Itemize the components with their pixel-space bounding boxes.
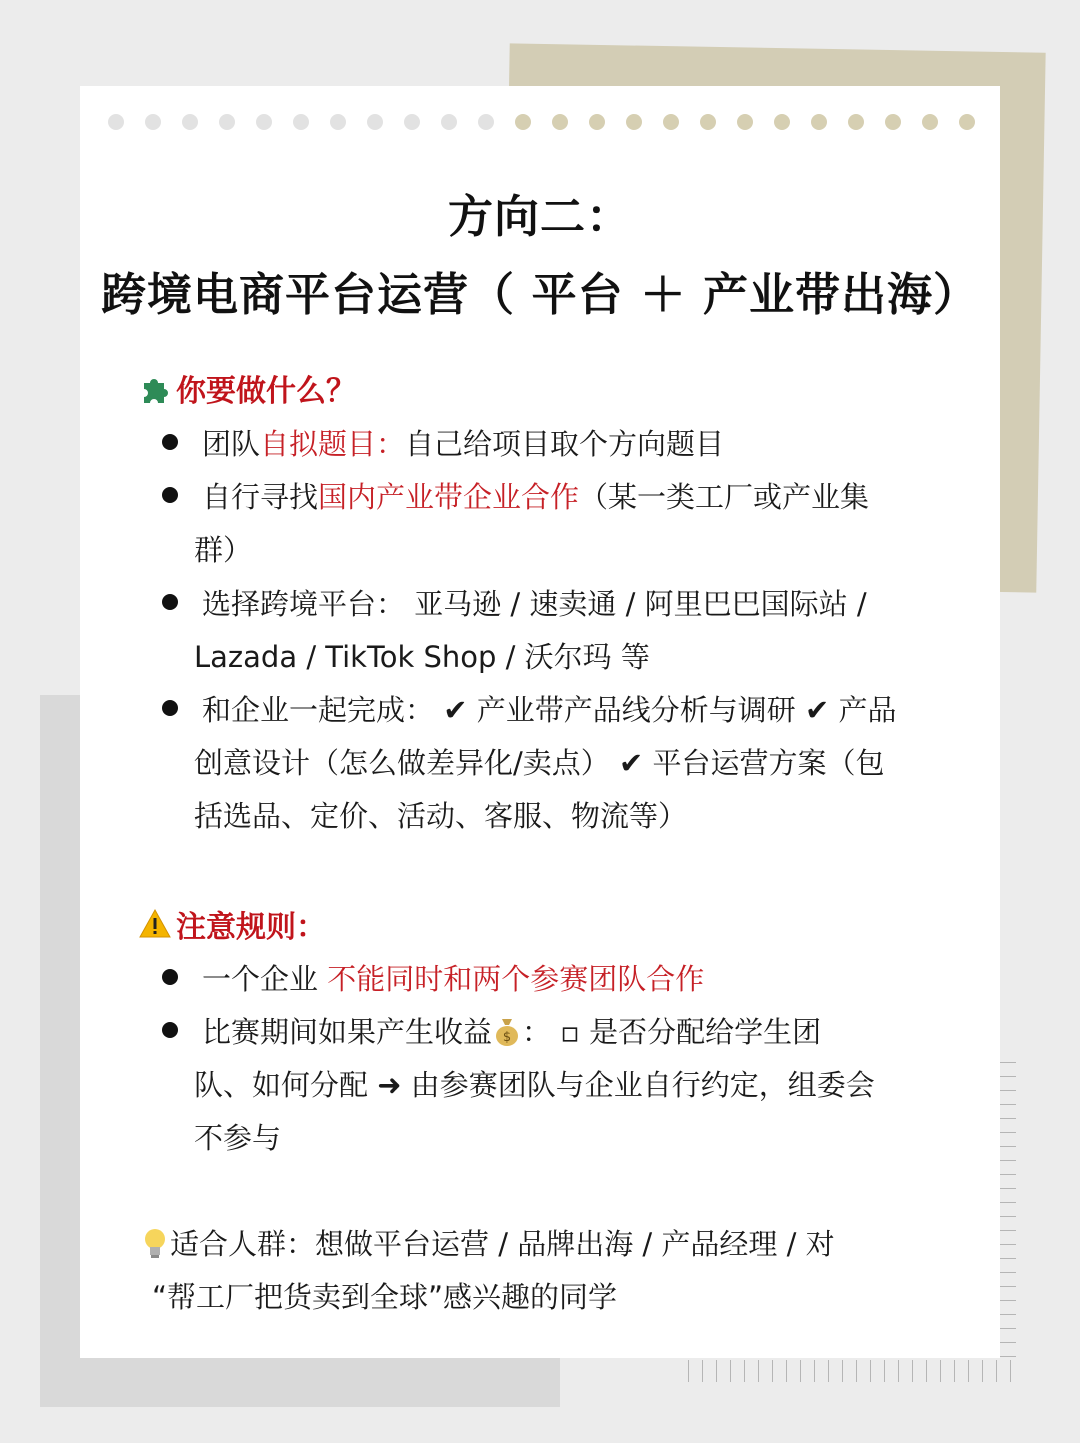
- list-text: ： ▫ 是否分配给学生团: [522, 1015, 822, 1049]
- list-item-continuation: 队、如何分配 ➜ 由参赛团队与企业自行约定，组委会: [194, 1068, 875, 1102]
- binding-dot: [737, 114, 753, 130]
- grid-line: [744, 1360, 745, 1382]
- binding-dot: [700, 114, 716, 130]
- page-title-line2: 跨境电商平台运营（ 平台 ＋ 产业带出海）: [100, 268, 979, 321]
- binding-dot: [330, 114, 346, 130]
- binding-dot: [922, 114, 938, 130]
- grid-line: [716, 1360, 717, 1382]
- binding-dot: [515, 114, 531, 130]
- binding-dot: [774, 114, 790, 130]
- list-item: 选择跨境平台： 亚马逊 / 速卖通 / 阿里巴巴国际站 /: [202, 587, 867, 621]
- binding-dot: [108, 114, 124, 130]
- grid-line: [1000, 1328, 1016, 1329]
- svg-text:$: $: [502, 1029, 512, 1045]
- grid-line: [954, 1360, 955, 1382]
- grid-line: [814, 1360, 815, 1382]
- list-item: [202, 422, 724, 463]
- grid-line: [772, 1360, 773, 1382]
- list-item-continuation: 创意设计（怎么做差异化/卖点） ✔ 平台运营方案（包: [194, 746, 885, 780]
- bullet: [162, 487, 178, 503]
- list-item-continuation: 群）: [194, 533, 253, 567]
- binding-dot: [293, 114, 309, 130]
- list-item: [202, 1010, 821, 1054]
- binding-dot: [367, 114, 383, 130]
- warning-icon: [138, 907, 172, 941]
- list-text: 自行寻找: [202, 480, 319, 514]
- page-title-line1: 方向二：: [447, 190, 632, 243]
- audience-text: 适合人群：想做平台运营 / 品牌出海 / 产品经理 / 对: [170, 1227, 835, 1261]
- grid-line: [1000, 1314, 1016, 1315]
- lightbulb-icon: [140, 1226, 170, 1267]
- list-text: 一个企业: [202, 962, 328, 996]
- notebook-binding-dots: [108, 114, 978, 130]
- grid-line: [1000, 1146, 1016, 1147]
- binding-dot: [589, 114, 605, 130]
- list-item: [202, 475, 869, 516]
- grid-line: [828, 1360, 829, 1382]
- list-item: 和企业一起完成： ✔ 产业带产品线分析与调研 ✔ 产品: [202, 693, 897, 727]
- grid-line: [982, 1360, 983, 1382]
- list-item-continuation: 括选品、定价、活动、客服、物流等）: [194, 799, 688, 833]
- grid-line: [730, 1360, 731, 1382]
- grid-line: [688, 1360, 689, 1382]
- decorative-grid-lines: [688, 1360, 1018, 1382]
- grid-line: [856, 1360, 857, 1382]
- grid-line: [1000, 1174, 1016, 1175]
- grid-line: [968, 1360, 969, 1382]
- grid-line: [1000, 1230, 1016, 1231]
- grid-line: [870, 1360, 871, 1382]
- grid-line: [996, 1360, 997, 1382]
- grid-line: [800, 1360, 801, 1382]
- binding-dot: [145, 114, 161, 130]
- grid-line: [898, 1360, 899, 1382]
- audience-line: [140, 1222, 835, 1267]
- grid-line: [912, 1360, 913, 1382]
- grid-line: [1000, 1090, 1016, 1091]
- grid-line: [1000, 1356, 1016, 1357]
- binding-dot: [478, 114, 494, 130]
- list-text: 团队: [202, 427, 261, 461]
- binding-dot: [256, 114, 272, 130]
- bullet: [162, 594, 178, 610]
- binding-dot: [182, 114, 198, 130]
- grid-line: [1010, 1360, 1011, 1382]
- grid-line: [758, 1360, 759, 1382]
- grid-line: [1000, 1244, 1016, 1245]
- binding-dot: [404, 114, 420, 130]
- section-heading-label: 注意规则：: [176, 910, 326, 945]
- section-heading-rules: [138, 902, 326, 946]
- section-heading-label: 你要做什么？: [176, 374, 356, 409]
- binding-dot: [626, 114, 642, 130]
- grid-line: [786, 1360, 787, 1382]
- grid-line: [1000, 1342, 1016, 1343]
- puzzle-icon: [138, 371, 172, 405]
- grid-line: [1000, 1188, 1016, 1189]
- list-item-continuation: 不参与: [194, 1121, 282, 1155]
- list-text-highlight: 自拟题目：: [260, 427, 406, 461]
- grid-line: [1000, 1104, 1016, 1105]
- bullet: [162, 700, 178, 716]
- grid-line: [1000, 1202, 1016, 1203]
- list-text-highlight: 国内产业带企业合作: [318, 480, 580, 514]
- binding-dot: [959, 114, 975, 130]
- list-text: 自己给项目取个方向题目: [405, 427, 725, 461]
- binding-dot: [441, 114, 457, 130]
- grid-line: [1000, 1062, 1016, 1063]
- grid-line: [702, 1360, 703, 1382]
- audience-line-continuation: “帮工厂把货卖到全球”感兴趣的同学: [152, 1280, 618, 1314]
- grid-line: [1000, 1160, 1016, 1161]
- binding-dot: [848, 114, 864, 130]
- section-heading-what-to-do: [138, 366, 356, 410]
- bullet: [162, 969, 178, 985]
- grid-line: [940, 1360, 941, 1382]
- binding-dot: [219, 114, 235, 130]
- grid-line: [1000, 1216, 1016, 1217]
- grid-line: [926, 1360, 927, 1382]
- binding-dot: [552, 114, 568, 130]
- list-item: [202, 957, 704, 998]
- grid-line: [1000, 1118, 1016, 1119]
- binding-dot: [663, 114, 679, 130]
- grid-line: [1000, 1132, 1016, 1133]
- list-item-continuation: Lazada / TikTok Shop / 沃尔玛 等: [194, 640, 650, 674]
- grid-line: [1000, 1286, 1016, 1287]
- list-text: （某一类工厂或产业集: [579, 480, 870, 514]
- bullet: [162, 1022, 178, 1038]
- binding-dot: [811, 114, 827, 130]
- bullet: [162, 434, 178, 450]
- money-bag-icon: [492, 1015, 522, 1054]
- grid-line: [1000, 1076, 1016, 1077]
- grid-line: [842, 1360, 843, 1382]
- grid-line: [884, 1360, 885, 1382]
- list-text: 比赛期间如果产生收益: [202, 1015, 493, 1049]
- grid-line: [1000, 1300, 1016, 1301]
- grid-line: [1000, 1272, 1016, 1273]
- grid-line: [1000, 1258, 1016, 1259]
- list-text-highlight: 不能同时和两个参赛团队合作: [327, 962, 705, 996]
- binding-dot: [885, 114, 901, 130]
- decorative-grid-lines: [1000, 1062, 1016, 1362]
